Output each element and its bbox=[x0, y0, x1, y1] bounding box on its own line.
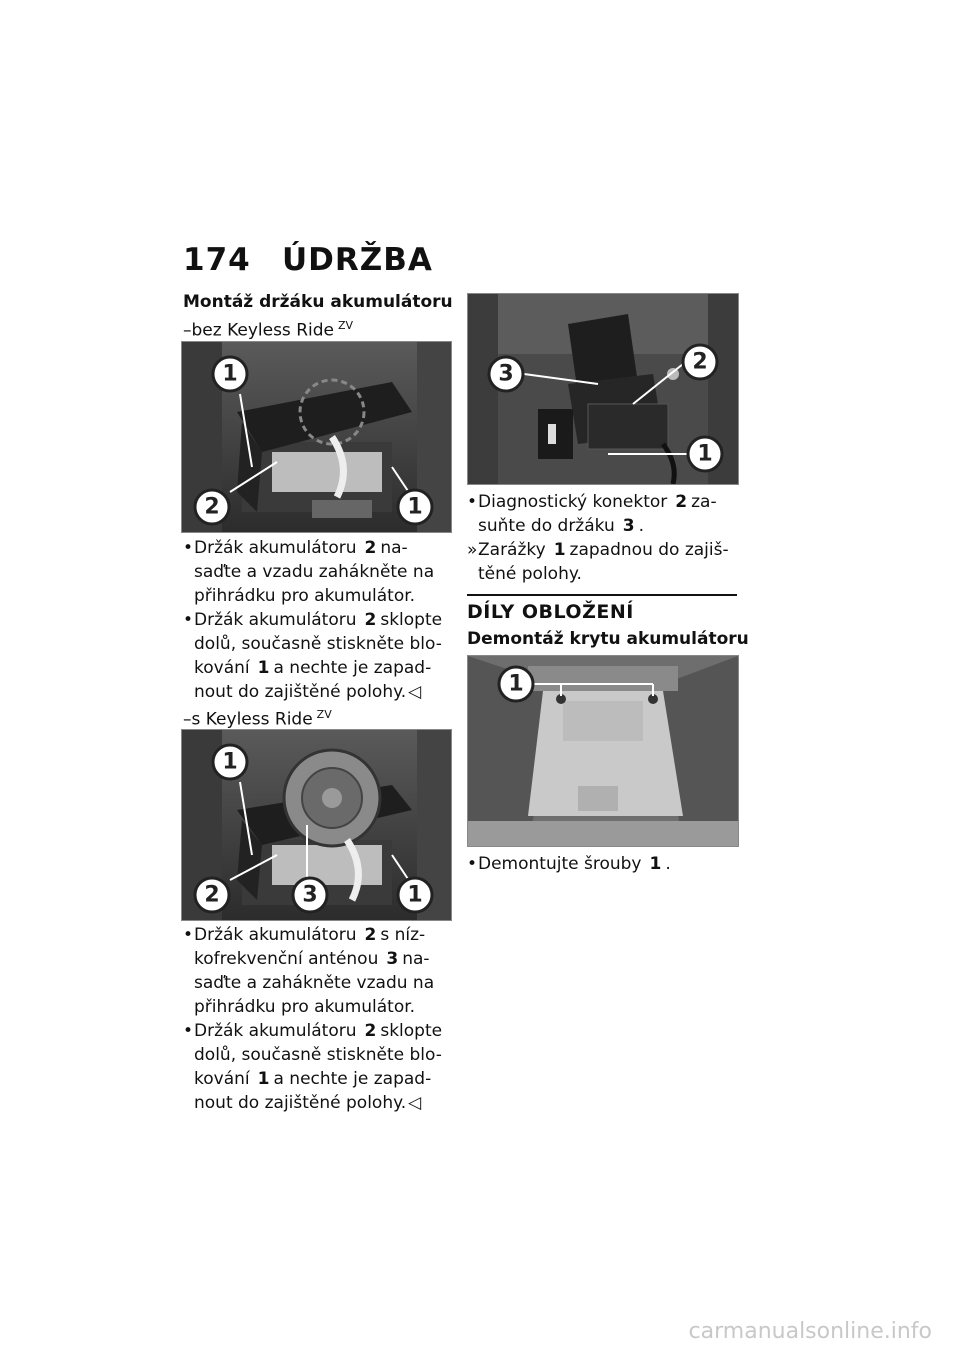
section-divider bbox=[467, 594, 737, 596]
watermark: carmanualsonline.info bbox=[688, 1319, 932, 1344]
callout-3-label: 3 bbox=[498, 361, 514, 387]
list-item: saďte a zahákněte vzadu na bbox=[194, 973, 435, 993]
instructions-list-1 bbox=[183, 536, 458, 704]
section-title-mount-holder: Montáž držáku akumulátoru bbox=[183, 292, 453, 312]
list-item: kování 1 a nechte je zapad- bbox=[194, 1069, 432, 1089]
callout-2-label: 2 bbox=[204, 882, 220, 908]
list-item: nout do zajištěné polohy. ◁ bbox=[194, 682, 422, 702]
variant-without-keyless bbox=[183, 314, 353, 343]
list-item: saďte a vzadu zahákněte na bbox=[194, 562, 435, 582]
page-number: 174 bbox=[183, 242, 251, 278]
variant-label: –bez Keyless Ride bbox=[183, 320, 334, 341]
list-item: přihrádku pro akumulátor. bbox=[194, 586, 416, 606]
list-item: těné polohy. bbox=[478, 564, 582, 584]
callout-1b-label: 1 bbox=[407, 494, 423, 520]
variant-sup: ZV bbox=[337, 319, 354, 332]
callout-3-label: 3 bbox=[302, 882, 318, 908]
figure-battery-holder-with-keyless bbox=[181, 729, 452, 921]
variant-with-keyless bbox=[183, 703, 332, 732]
list-item: suňte do držáku 3 . bbox=[478, 516, 644, 536]
list-item: kování 1 a nechte je zapad- bbox=[194, 658, 432, 678]
callout-2-label: 2 bbox=[204, 494, 220, 520]
callout-1a-label: 1 bbox=[222, 361, 238, 387]
list-item: • Držák akumulátoru 2 na- bbox=[183, 538, 408, 558]
sub-heading-remove-battery-cover: Demontáž krytu akumulátoru bbox=[467, 629, 749, 649]
figure-battery-holder-without-keyless bbox=[181, 341, 452, 533]
list-item: dolů, současně stiskněte blo- bbox=[194, 1045, 442, 1065]
list-item: kofrekvenční anténou 3 na- bbox=[194, 949, 430, 969]
instructions-list-4 bbox=[467, 852, 742, 876]
section-heading-trim-parts: DÍLY OBLOŽENÍ bbox=[467, 601, 634, 623]
callout-1-label: 1 bbox=[508, 671, 524, 697]
list-item: nout do zajištěné polohy. ◁ bbox=[194, 1093, 422, 1113]
list-item: • Držák akumulátoru 2 s níz- bbox=[183, 925, 426, 945]
list-item: » Zarážky 1 zapadnou do zajiš- bbox=[467, 540, 729, 560]
instructions-list-2 bbox=[183, 923, 458, 1115]
variant-sup: ZV bbox=[316, 708, 332, 721]
list-item: • Držák akumulátoru 2 sklopte bbox=[183, 1021, 443, 1041]
callout-1b-label: 1 bbox=[407, 882, 423, 908]
list-item: • Demontujte šrouby 1 . bbox=[467, 854, 671, 874]
figure-battery-cover-screws bbox=[467, 655, 739, 847]
figure-diagnostic-connector bbox=[467, 293, 739, 485]
list-item: přihrádku pro akumulátor. bbox=[194, 997, 416, 1017]
callout-2-label: 2 bbox=[692, 349, 708, 375]
instructions-list-3 bbox=[467, 490, 742, 586]
callout-1a-label: 1 bbox=[222, 749, 238, 775]
callout-1-label: 1 bbox=[697, 441, 713, 467]
chapter-title: ÚDRŽBA bbox=[282, 242, 433, 278]
variant-label: –s Keyless Ride bbox=[183, 709, 313, 730]
list-item: dolů, současně stiskněte blo- bbox=[194, 634, 442, 654]
list-item: • Držák akumulátoru 2 sklopte bbox=[183, 610, 443, 630]
list-item: • Diagnostický konektor 2 za- bbox=[467, 492, 717, 512]
end-mark-icon: ◁ bbox=[408, 1093, 422, 1113]
end-mark-icon: ◁ bbox=[408, 682, 422, 702]
